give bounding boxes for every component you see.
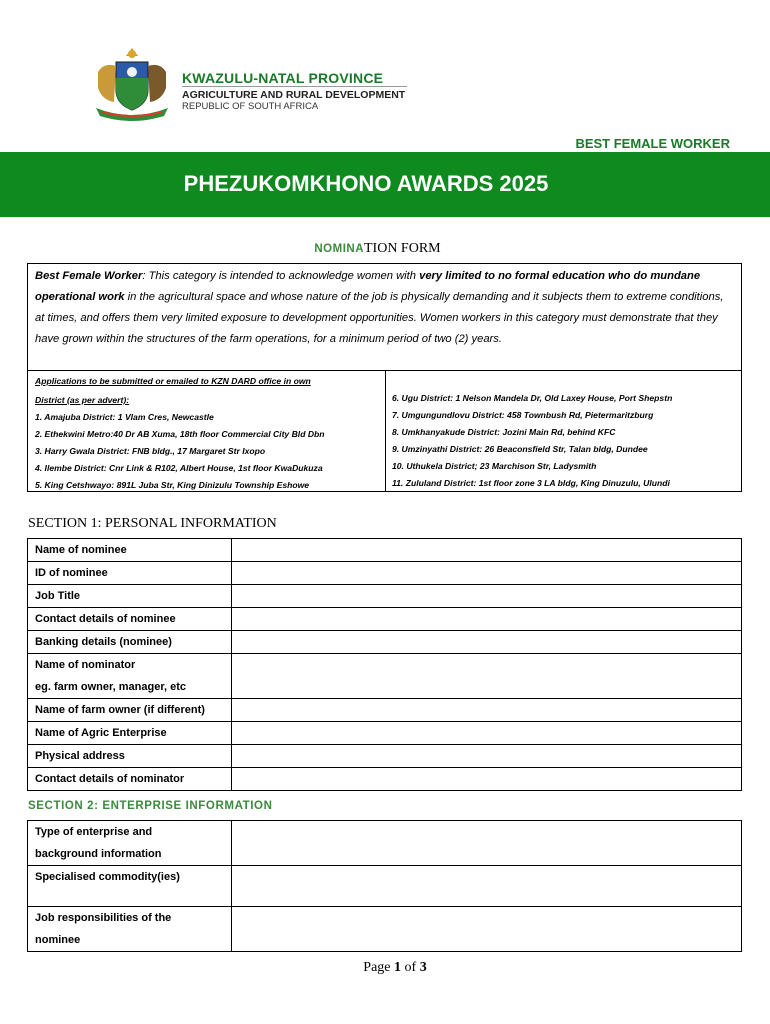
personal-info-table <box>27 538 742 791</box>
field-label-line: nominee <box>35 934 81 946</box>
field-label: Name of nominee <box>28 539 232 562</box>
field-label <box>28 907 232 952</box>
table-row <box>28 907 742 952</box>
district-item: 3. Harry Gwala District: FNB bldg., 17 Margaret Str Ixopo <box>35 446 266 456</box>
header-divider <box>182 86 407 87</box>
form-title-part2: TION FORM <box>364 241 441 256</box>
field-label-line: Job responsibilities of the <box>35 912 172 924</box>
districts-heading-2-text: District (as per advert): <box>35 395 130 405</box>
intro-text2: in the agricultural space and whose nature of the job is physically demanding and it subjects them to extreme conditions, at times, and offers them very limited exposure to development opportunities. Women workers in this category must demonstrate that they have grown within the structures of the farm operations, for a minimum period of two (2) years. <box>35 291 724 345</box>
district-item: 4. Ilembe District: Cnr Link & R102, Albert House, 1st floor KwaDukuza <box>35 463 323 473</box>
field-input-commodities[interactable] <box>232 866 742 907</box>
district-column-right <box>386 371 741 491</box>
field-label: Contact details of nominator <box>28 768 232 791</box>
district-item: 2. Ethekwini Metro:40 Dr AB Xuma, 18th floor Commercial City Bld Dbn <box>35 429 325 439</box>
table-row <box>28 745 742 768</box>
district-item: 9. Umzinyathi District: 26 Beaconsfield Str, Talan bldg, Dundee <box>392 444 648 454</box>
field-label: Physical address <box>28 745 232 768</box>
table-row <box>28 631 742 654</box>
field-input-physical-address[interactable] <box>232 745 742 768</box>
table-row <box>28 768 742 791</box>
page-number: 1 <box>394 960 402 975</box>
field-label <box>28 654 232 699</box>
district-item: 7. Umgungundlovu District: 458 Townbush Rd, Pietermaritzburg <box>392 410 654 420</box>
district-item: 11. Zululand District: 1st floor zone 3 LA bldg, King Dinuzulu, Ulundi <box>392 478 670 488</box>
section1-title: SECTION 1: PERSONAL INFORMATION <box>28 516 277 531</box>
district-item: 5. King Cetshwayo: 891L Juba Str, King Dinizulu Township Eshowe <box>35 480 310 490</box>
org-name: KWAZULU-NATAL PROVINCE <box>182 70 384 86</box>
field-input-nominee-name[interactable] <box>232 539 742 562</box>
intro-lead: Best Female Worker <box>35 270 143 282</box>
field-label: Name of Agric Enterprise <box>28 722 232 745</box>
table-row <box>28 699 742 722</box>
section2-title: SECTION 2: ENTERPRISE INFORMATION <box>28 800 273 812</box>
coat-of-arms-logo <box>88 42 176 122</box>
field-input-agric-enterprise[interactable] <box>232 722 742 745</box>
districts-heading-1: Applications to be submitted or emailed to KZN DARD office in own <box>35 376 311 386</box>
page-prefix: Page <box>363 960 395 975</box>
field-input-enterprise-type[interactable] <box>232 821 742 866</box>
table-row <box>28 539 742 562</box>
form-title <box>0 241 755 257</box>
field-label: Specialised commodity(ies) <box>28 866 232 907</box>
field-label-line: background information <box>35 848 162 860</box>
intro-bold: very limited to no formal education who do mundane operational work <box>35 270 701 303</box>
field-label: Banking details (nominee) <box>28 631 232 654</box>
org-country: REPUBLIC OF SOUTH AFRICA <box>182 101 319 112</box>
field-input-nominee-id[interactable] <box>232 562 742 585</box>
district-item: 6. Ugu District: 1 Nelson Mandela Dr, Old Laxey House, Port Shepstn <box>392 393 673 403</box>
table-row <box>28 821 742 866</box>
field-input-job-title[interactable] <box>232 585 742 608</box>
field-input-banking[interactable] <box>232 631 742 654</box>
org-department: AGRICULTURE AND RURAL DEVELOPMENT <box>182 89 406 101</box>
table-row <box>28 654 742 699</box>
table-row <box>28 562 742 585</box>
field-input-nominee-contact[interactable] <box>232 608 742 631</box>
district-item: 8. Umkhanyakude District: Jozini Main Rd, behind KFC <box>392 427 616 437</box>
intro-text1: : This category is intended to acknowledge women with <box>142 270 420 282</box>
enterprise-info-table <box>27 820 742 952</box>
field-input-job-responsibilities[interactable] <box>232 907 742 952</box>
award-category: BEST FEMALE WORKER <box>575 136 730 151</box>
field-label <box>28 821 232 866</box>
table-row <box>28 722 742 745</box>
page-total: 3 <box>419 960 427 975</box>
field-label: Job Title <box>28 585 232 608</box>
field-label-line: eg. farm owner, manager, etc <box>35 681 187 693</box>
field-label-line: Name of nominator <box>35 659 136 671</box>
district-item: 10. Uthukela District; 23 Marchison Str, Ladysmith <box>392 461 597 471</box>
page-mid: of <box>401 960 420 975</box>
table-row <box>28 866 742 907</box>
table-row <box>28 585 742 608</box>
category-description <box>27 263 742 371</box>
district-offices-table <box>27 370 742 492</box>
district-column-left <box>28 371 386 491</box>
district-item: 1. Amajuba District: 1 Vlam Cres, Newcastle <box>35 412 214 422</box>
field-label: Name of farm owner (if different) <box>28 699 232 722</box>
field-label: Contact details of nominee <box>28 608 232 631</box>
district-spacer <box>392 373 735 390</box>
field-label: ID of nominee <box>28 562 232 585</box>
field-input-nominator-contact[interactable] <box>232 768 742 791</box>
field-label-line: Type of enterprise and <box>35 826 153 838</box>
page-footer <box>0 960 770 976</box>
districts-heading-2 <box>35 392 129 409</box>
form-title-part1: NOMINA <box>314 243 364 255</box>
field-input-nominator-name[interactable] <box>232 654 742 699</box>
banner-title: PHEZUKOMKHONO AWARDS 2025 <box>183 171 549 196</box>
table-row <box>28 608 742 631</box>
field-input-farm-owner[interactable] <box>232 699 742 722</box>
